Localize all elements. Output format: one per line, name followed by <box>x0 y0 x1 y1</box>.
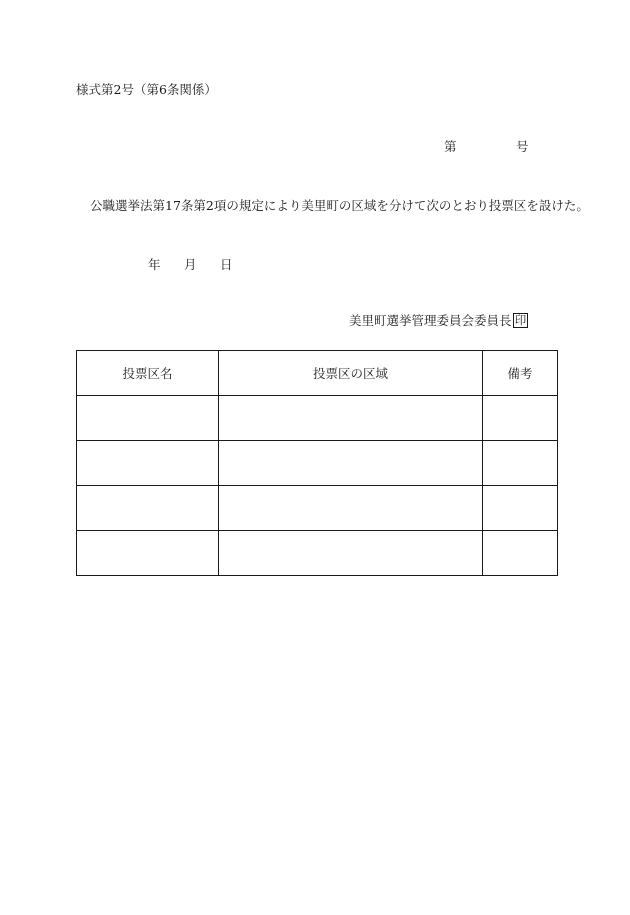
cell-precinct-name <box>77 486 219 531</box>
cell-precinct-area <box>219 441 483 486</box>
header-precinct-area: 投票区の区域 <box>219 351 483 396</box>
main-text: 公職選挙法第17条第2項の規定により美里町の区域を分けて次のとおり投票区を設けた。 <box>90 198 589 213</box>
table-header-row <box>77 351 558 396</box>
header-precinct-name: 投票区名 <box>77 351 219 396</box>
table-row <box>77 531 558 576</box>
cell-precinct-name <box>77 441 219 486</box>
table-row <box>77 441 558 486</box>
cell-remarks <box>483 486 558 531</box>
document-number-dai: 第 <box>444 139 457 154</box>
cell-precinct-name <box>77 531 219 576</box>
table-row <box>77 486 558 531</box>
precinct-table <box>76 350 558 576</box>
header-remarks: 備考 <box>483 351 558 396</box>
cell-precinct-area <box>219 486 483 531</box>
document-number-go: 号 <box>516 139 529 154</box>
date-month-label: 月 <box>184 257 197 272</box>
date-day-label: 日 <box>220 257 233 272</box>
cell-precinct-area <box>219 396 483 441</box>
cell-precinct-name <box>77 396 219 441</box>
date-year-label: 年 <box>148 257 161 272</box>
cell-remarks <box>483 396 558 441</box>
cell-remarks <box>483 531 558 576</box>
seal-mark: 印 <box>514 312 527 327</box>
form-number-label: 様式第2号（第6条関係） <box>76 82 217 97</box>
cell-remarks <box>483 441 558 486</box>
signatory-title: 美里町選挙管理委員会委員長 <box>349 313 512 328</box>
cell-precinct-area <box>219 531 483 576</box>
table-row <box>77 396 558 441</box>
